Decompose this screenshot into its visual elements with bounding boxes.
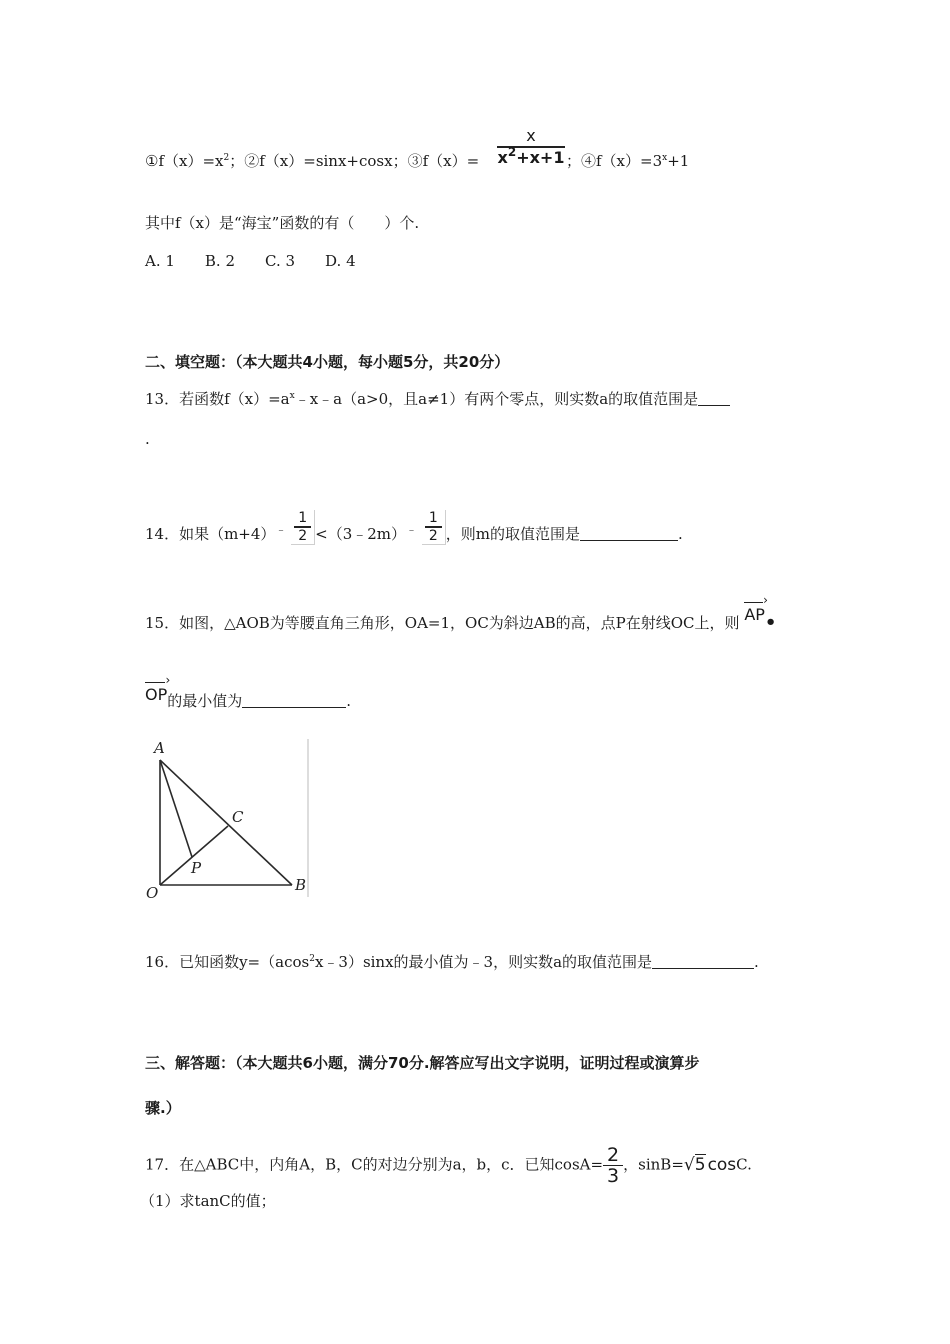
q15-line-1: 15．如图，△AOB为等腰直角三角形，OA=1，OC为斜边AB的高，点P在射线OC上，则 AP ›• xyxy=(145,605,776,633)
section-2-heading: 二、填空题：（本大题共4小题，每小题5分，共20分） xyxy=(145,353,510,371)
q17-line: 17．在△ABC中，内角A，B，C的对边分别为a，b，c．已知cosA= $\frac{2}{3}$ ，sinB=√5 cosC. xyxy=(145,1144,752,1187)
label-b: B xyxy=(295,876,307,894)
cos-a-fraction: $\frac{2}{3}$ xyxy=(603,1145,623,1186)
q12-items-line xyxy=(145,150,479,171)
q12-question: 其中f（x）是“海宝”函数的有（ ）个. xyxy=(145,214,420,232)
q14-answer-blank[interactable] xyxy=(580,526,678,541)
item-4-tail: +1 xyxy=(667,152,690,170)
q16-answer-blank[interactable] xyxy=(652,954,754,969)
fraction-denominator: $x^2+x+1$ xyxy=(497,145,565,167)
item-4-text: ；④f（x）=3 xyxy=(566,152,663,170)
item-2-3-text: ；②f（x）=sinx+cosx；③f（x）= xyxy=(229,152,480,170)
q14-exponent-1: $\frac{1}{2}$ xyxy=(291,510,315,545)
sqrt-five-cos: √5 cos xyxy=(683,1154,737,1175)
triangle-figure xyxy=(140,735,315,900)
section-3-heading-line-1: 三、解答题：（本大题共6小题，满分70分.解答应写出文字说明，证明过程或演算步 xyxy=(145,1054,700,1072)
q15-line-2: OP ›的最小值为 . xyxy=(145,685,351,711)
label-a: A xyxy=(154,739,165,757)
item-4-line xyxy=(566,150,689,171)
q12-options: A. 1 B. 2 C. 3 D. 4 xyxy=(145,252,356,270)
label-c: C xyxy=(232,808,244,826)
item-1-exponent: 2 xyxy=(223,153,230,163)
item-1-text: ①f（x）=x xyxy=(145,152,224,170)
label-o: O xyxy=(146,884,159,900)
label-p: P xyxy=(191,859,202,877)
q17-part-1: （1）求tanC的值； xyxy=(140,1192,276,1210)
sqrt-symbol: √ xyxy=(683,1154,695,1175)
q13-tail: . xyxy=(145,430,150,448)
q15-answer-blank[interactable] xyxy=(242,693,346,708)
vector-op: OP › xyxy=(145,685,167,704)
q13-line: 13．若函数$f(x)=a^x﹣x﹣a(a>0$，且a≠1）有两个零点，则实数a的取值范围是 xyxy=(145,388,730,409)
q16-line: 16．已知函数y=（acos$^2$x﹣3）sinx的最小值为﹣3，则实数a的取值范围是 . xyxy=(145,953,759,971)
item-3-fraction xyxy=(497,127,565,168)
q13-answer-blank[interactable] xyxy=(698,391,730,406)
vector-ap: AP › xyxy=(744,605,765,624)
section-3-heading-line-2: 骤.） xyxy=(145,1099,181,1117)
dot-operator: • xyxy=(764,612,777,633)
q14-line: 14．如果（m+4）﹣ $\frac{1}{2}$ <（3﹣2m）﹣ $\frac{1}{2}$ ，则m的取值范围是 . xyxy=(145,510,683,544)
q14-exponent-2: $\frac{1}{2}$ xyxy=(422,510,446,545)
item-4-exponent: x xyxy=(662,153,668,163)
fraction-numerator: x xyxy=(526,126,536,145)
